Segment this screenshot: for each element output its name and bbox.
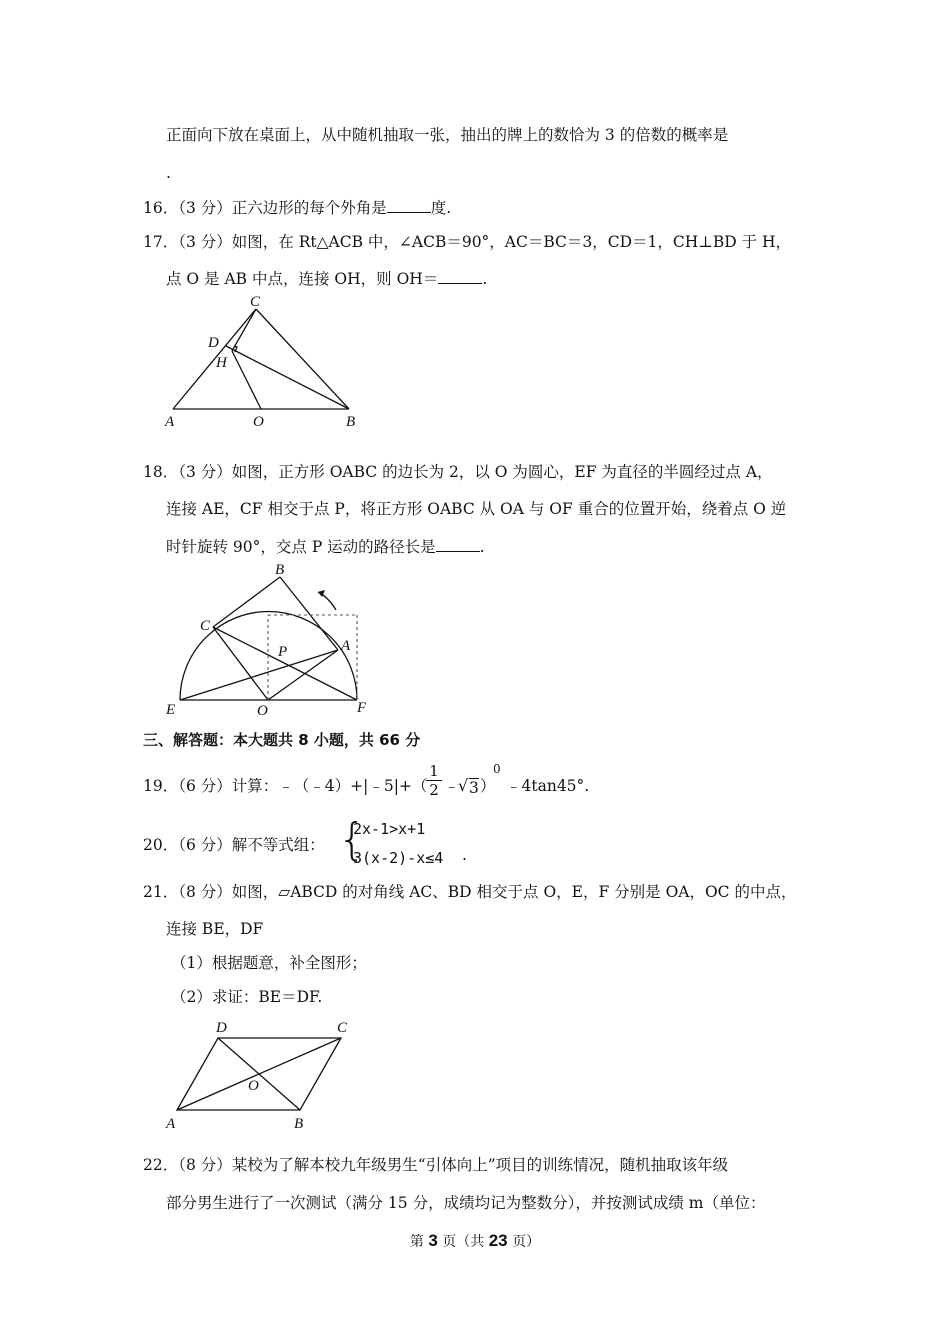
q17-segment-db (226, 346, 349, 409)
question-20 (143, 835, 325, 855)
question-16 (143, 198, 451, 218)
q17-label-h: H (216, 355, 227, 371)
q18-label-b: B (275, 562, 285, 578)
question-21-sub2: （2）求证：BE＝DF. (171, 988, 323, 1006)
q21-label-d: D (216, 1020, 227, 1036)
q22-score: （8 分） (178, 1156, 232, 1174)
q22-text-line1: 某校为了解本校九年级男生“引体向上”项目的训练情况，随机抽取该年级 (231, 1156, 729, 1174)
q18-figure (160, 562, 390, 722)
q18-label-a: A (341, 638, 351, 654)
q18-text-line1: 如图，正方形 OABC 的边长为 2，以 O 为圆心，EF 为直径的半圆经过点 A， (231, 463, 773, 481)
q19-sqrt-icon: √ (458, 776, 469, 795)
q20-score: （6 分） (178, 836, 232, 854)
q17-label-d: D (208, 335, 219, 351)
q20-number: 20． (143, 836, 179, 854)
q19-fraction (426, 762, 442, 799)
q17-segment-cb (256, 309, 349, 409)
question-19 (143, 776, 427, 796)
q16-number: 16． (143, 199, 179, 217)
q21-label-o: O (248, 1078, 259, 1094)
q16-text-a: 正六边形的每个外角是 (231, 199, 387, 217)
q18-label-e: E (166, 702, 176, 718)
q18-text-line3a: 时针旋转 90°，交点 P 运动的路径长是 (166, 538, 436, 556)
q19-minus: ﹣ (444, 777, 460, 795)
q21-number: 21． (143, 883, 179, 901)
question-17-line2 (166, 269, 487, 289)
q19-close-paren: ） (480, 777, 496, 795)
q20-end: . (462, 846, 467, 864)
q21-label-b: B (294, 1116, 304, 1132)
q17-segment-ac (173, 309, 256, 409)
q19-text-b: ﹣4tan45°. (506, 777, 590, 795)
q21-score: （8 分） (178, 883, 232, 901)
q19-text-a: 计算：﹣（﹣4）+|﹣5|+（ (231, 777, 428, 795)
q16-text-b: 度. (430, 199, 452, 217)
q17-label-o: O (253, 414, 264, 430)
footer-page-number: 3 (428, 1231, 438, 1250)
q18-label-c: C (200, 618, 211, 634)
question-18-line2: 连接 AE，CF 相交于点 P，将正方形 OABC 从 OA 与 OF 重合的位置开始，绕着点 O 逆 (166, 500, 787, 518)
q17-label-a: A (165, 414, 175, 430)
q21-figure (160, 1015, 360, 1135)
q20-inequality-2: 3(x-2)-x≤4 (353, 849, 444, 867)
question-21-line1 (143, 882, 796, 902)
q17-score: （3 分） (178, 233, 232, 251)
q19-number: 19． (143, 777, 179, 795)
q17-number: 17． (143, 233, 179, 251)
footer-total-pages: 23 (488, 1231, 508, 1250)
q17-figure (160, 295, 370, 435)
q16-answer-blank (387, 198, 431, 213)
q17-text-line1: 如图，在 Rt△ACB 中，∠ACB＝90°，AC＝BC＝3，CD＝1，CH⊥BD 于 H， (231, 233, 792, 251)
q18-label-f: F (357, 700, 367, 716)
q21-diagonal-bd (218, 1038, 300, 1110)
q15-line1: 正面向下放在桌面上，从中随机抽取一张，抽出的牌上的数恰为 3 的倍数的概率是 (166, 126, 729, 144)
q19-exponent: 0 (493, 762, 501, 776)
q20-text: 解不等式组： (231, 836, 325, 854)
q22-number: 22． (143, 1156, 179, 1174)
footer-text-c: 页） (507, 1234, 541, 1250)
q19-frac-den: 2 (429, 781, 439, 799)
q18-answer-blank (436, 537, 480, 552)
q18-score: （3 分） (178, 463, 232, 481)
q18-segment-oc (213, 627, 268, 700)
question-22-line2: 部分男生进行了一次测试（满分 15 分，成绩均记为整数分），并按测试成绩 m（单位： (166, 1194, 766, 1212)
q20-inequality-1: 2x-1>x+1 (353, 820, 426, 838)
q21-text-line1: 如图，▱ABCD 的对角线 AC、BD 相交于点 O，E，F 分别是 OA，OC 的中点， (231, 883, 797, 901)
q18-label-o: O (257, 703, 268, 719)
q19-score: （6 分） (178, 777, 232, 795)
q20-brace-icon: { (338, 814, 366, 865)
q15-line2: . (166, 164, 171, 182)
question-21-line2: 连接 BE，DF (166, 920, 264, 938)
q19-frac-num: 1 (429, 762, 439, 780)
q21-label-a: A (166, 1116, 176, 1132)
section-3-heading: 三、解答题：本大题共 8 小题，共 66 分 (143, 731, 421, 749)
footer-text-b: 页（共 (437, 1234, 489, 1250)
q17-segment-ch (232, 309, 256, 351)
q17-text-line2b: . (482, 270, 488, 288)
q18-label-p: P (278, 644, 288, 660)
q17-label-c: C (250, 294, 261, 310)
question-18-line3 (166, 537, 485, 557)
q17-answer-blank (438, 269, 482, 284)
q18-segment-cf (213, 627, 357, 700)
q18-segment-ae (180, 650, 338, 700)
page-footer (0, 1231, 950, 1251)
question-21-sub1: （1）根据题意，补全图形； (171, 954, 367, 972)
question-18-line1 (143, 462, 773, 482)
q18-text-line3b: . (479, 538, 485, 556)
q18-segment-cb (213, 577, 280, 627)
question-17-line1 (143, 232, 791, 252)
q18-number: 18． (143, 463, 179, 481)
q17-text-line2a: 点 O 是 AB 中点，连接 OH，则 OH＝ (166, 270, 439, 288)
footer-text-a: 第 (409, 1234, 429, 1250)
q17-segment-ho (232, 351, 261, 409)
q16-score: （3 分） (178, 199, 232, 217)
q21-label-c: C (337, 1020, 348, 1036)
question-22-line1 (143, 1155, 728, 1175)
q19-sqrt-radicand: 3 (469, 779, 479, 797)
q17-label-b: B (346, 414, 356, 430)
